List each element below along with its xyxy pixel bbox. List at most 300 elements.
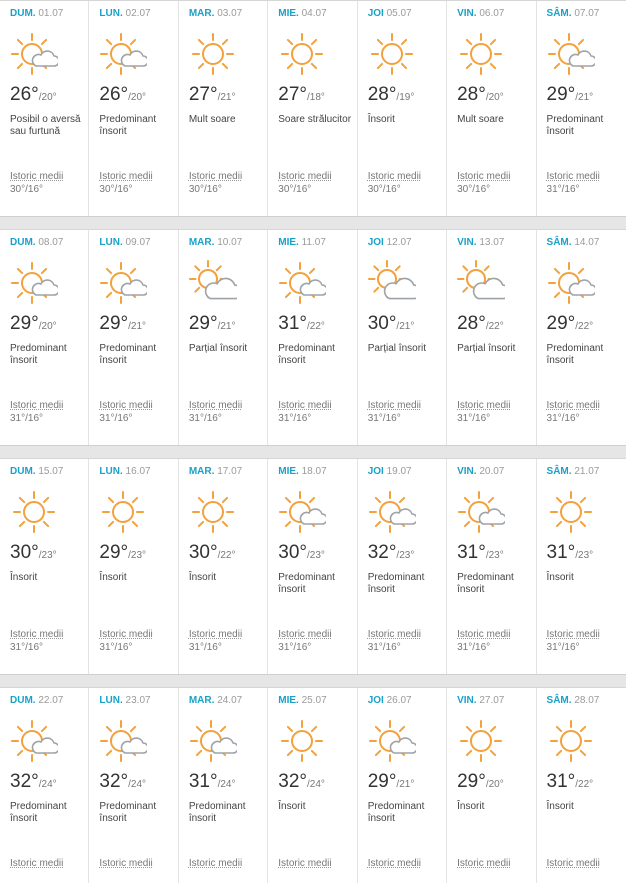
- day-cell[interactable]: [537, 459, 626, 674]
- day-name: MIE.: [278, 237, 299, 248]
- weather-description: Predominant însorit: [278, 572, 335, 595]
- day-header: [10, 8, 88, 22]
- sun-cloud-icon: [99, 717, 177, 765]
- week-separator: [0, 216, 626, 229]
- historical-averages-value: 31°/16°: [457, 642, 491, 653]
- temp-max: 26°: [10, 84, 39, 105]
- day-name: LUN.: [99, 695, 123, 706]
- sun-cloud-icon: [10, 30, 88, 78]
- historical-averages-link[interactable]: Istoric medii: [546, 171, 600, 182]
- temp-min: /20°: [38, 92, 57, 103]
- historical-averages: [189, 399, 242, 425]
- historical-averages: [278, 399, 331, 425]
- historical-averages: [368, 399, 421, 425]
- temp-max: 32°: [99, 771, 129, 792]
- day-name: JOI: [367, 466, 384, 477]
- day-cell[interactable]: [447, 230, 536, 445]
- weather-description: Parțial însorit: [457, 343, 516, 354]
- weather-description: Însorit: [99, 572, 127, 583]
- temp-min: /23°: [575, 550, 594, 561]
- weather-description: Însorit: [457, 801, 485, 812]
- temp-min: /20°: [38, 321, 57, 332]
- temp-min: /18°: [307, 92, 325, 103]
- temp-min: /21°: [128, 321, 147, 332]
- temp-max: 28°: [457, 84, 486, 105]
- historical-averages-value: 31°/16°: [546, 184, 580, 195]
- weather-description: Parțial însorit: [367, 343, 427, 354]
- day-cell[interactable]: [179, 230, 268, 445]
- day-cell[interactable]: [0, 459, 89, 674]
- temperature: [189, 84, 267, 108]
- partly-cloudy-icon: [189, 259, 267, 307]
- historical-averages-value: 31°/16°: [367, 642, 401, 653]
- temp-min: /23°: [396, 550, 415, 561]
- sun-icon: [457, 30, 535, 78]
- historical-averages-link[interactable]: Istoric medii: [10, 171, 64, 182]
- day-name: JOI: [367, 237, 384, 248]
- temp-max: 31°: [546, 771, 576, 792]
- temp-min: /23°: [485, 550, 504, 561]
- day-cell[interactable]: [89, 230, 178, 445]
- temp-min: /22°: [575, 779, 594, 790]
- temp-max: 29°: [99, 313, 129, 334]
- historical-averages-value: 30°/16°: [457, 184, 491, 195]
- historical-averages: [547, 628, 600, 654]
- historical-averages-value: 30°/16°: [188, 184, 222, 195]
- temperature: [547, 84, 626, 108]
- day-date: 14.07: [574, 237, 600, 248]
- historical-averages-link[interactable]: Istoric medii: [278, 629, 332, 640]
- day-name: JOI: [367, 695, 384, 706]
- temperature: [368, 771, 446, 795]
- historical-averages-value: 31°/16°: [188, 642, 222, 653]
- historical-averages-link[interactable]: Istoric medii: [367, 629, 422, 640]
- temp-min: /23°: [38, 550, 57, 561]
- temp-min: /22°: [575, 321, 594, 332]
- temp-max: 32°: [278, 771, 307, 792]
- historical-averages: [278, 857, 331, 870]
- day-cell[interactable]: [447, 1, 536, 216]
- temperature: [368, 84, 446, 108]
- historical-averages-link[interactable]: Istoric medii: [457, 858, 511, 869]
- day-date: 27.07: [479, 695, 505, 706]
- temp-min: /23°: [128, 550, 147, 561]
- day-date: 20.07: [479, 466, 505, 477]
- temp-min: /20°: [128, 92, 147, 103]
- sun-icon: [278, 717, 356, 765]
- day-name: MAR.: [188, 8, 215, 19]
- week-separator: [0, 445, 626, 458]
- historical-averages-value: 31°/16°: [546, 642, 580, 653]
- temperature: [189, 313, 267, 337]
- day-name: LUN.: [99, 237, 123, 248]
- sun-icon: [10, 488, 88, 536]
- day-cell[interactable]: [179, 459, 268, 674]
- temperature: [278, 542, 356, 566]
- historical-averages-link[interactable]: Istoric medii: [546, 858, 600, 869]
- sun-cloud-icon: [10, 717, 88, 765]
- day-header: [547, 695, 626, 709]
- weather-description: Predominant însorit: [546, 114, 604, 137]
- day-header: [457, 237, 535, 251]
- weather-description: Însorit: [10, 572, 38, 583]
- weather-description: Predominant însorit: [367, 801, 425, 824]
- temperature: [547, 542, 626, 566]
- day-name: MIE.: [278, 466, 299, 477]
- temp-max: 31°: [278, 313, 307, 334]
- sun-icon: [368, 30, 446, 78]
- day-name: VIN.: [457, 695, 477, 706]
- historical-averages-value: 31°/16°: [278, 642, 312, 653]
- historical-averages-link[interactable]: Istoric medii: [367, 171, 422, 182]
- historical-averages-link[interactable]: Istoric medii: [99, 858, 153, 869]
- day-cell[interactable]: [268, 230, 357, 445]
- sun-cloud-icon: [10, 259, 88, 307]
- weather-description: Însorit: [278, 801, 306, 812]
- temp-max: 29°: [546, 313, 576, 334]
- day-date: 16.07: [125, 466, 151, 477]
- temp-min: /24°: [128, 779, 147, 790]
- day-header: [368, 8, 446, 22]
- sun-cloud-icon: [99, 259, 177, 307]
- day-date: 13.07: [479, 237, 505, 248]
- temp-min: /24°: [217, 779, 236, 790]
- historical-averages: [547, 857, 600, 870]
- historical-averages-value: 31°/16°: [546, 413, 580, 424]
- historical-averages-link[interactable]: Istoric medii: [457, 400, 511, 411]
- temperature: [189, 771, 267, 795]
- weather-description: Însorit: [188, 572, 217, 583]
- day-cell[interactable]: [0, 230, 89, 445]
- temperature: [99, 542, 177, 566]
- historical-averages-value: 30°/16°: [278, 184, 312, 195]
- week-row: [0, 458, 626, 674]
- weather-description: Predominant însorit: [99, 801, 157, 824]
- historical-averages: [457, 399, 510, 425]
- historical-averages-link[interactable]: Istoric medii: [278, 400, 332, 411]
- partly-cloudy-icon: [368, 259, 446, 307]
- weather-description: Predominant însorit: [10, 801, 67, 824]
- weather-description: Însorit: [367, 114, 395, 125]
- temperature: [99, 84, 177, 108]
- day-cell[interactable]: [358, 688, 447, 883]
- weather-description: Predominant însorit: [546, 343, 604, 366]
- temp-max: 29°: [99, 542, 129, 563]
- day-cell[interactable]: [268, 459, 357, 674]
- weather-description: Mult soare: [457, 114, 504, 125]
- day-cell[interactable]: [179, 688, 268, 883]
- temperature: [99, 313, 177, 337]
- sun-cloud-icon: [547, 259, 626, 307]
- temp-min: /24°: [38, 779, 57, 790]
- day-name: SÂM.: [546, 695, 572, 706]
- day-cell[interactable]: [447, 459, 536, 674]
- temp-max: 32°: [367, 542, 397, 563]
- day-header: [99, 8, 177, 22]
- temp-min: /21°: [396, 779, 415, 790]
- sun-icon: [547, 488, 626, 536]
- historical-averages: [278, 170, 331, 196]
- day-cell[interactable]: [358, 230, 447, 445]
- temp-max: 27°: [188, 84, 218, 105]
- day-date: 15.07: [38, 466, 64, 477]
- sun-cloud-icon: [278, 259, 356, 307]
- weather-description: Însorit: [546, 572, 574, 583]
- weather-description: Parțial însorit: [188, 343, 248, 354]
- day-header: [368, 466, 446, 480]
- day-name: MAR.: [188, 695, 215, 706]
- day-cell[interactable]: [537, 230, 626, 445]
- day-name: VIN.: [457, 237, 477, 248]
- historical-averages-value: 31°/16°: [457, 413, 491, 424]
- historical-averages-link[interactable]: Istoric medii: [546, 629, 600, 640]
- day-date: 09.07: [125, 237, 151, 248]
- temp-min: /23°: [307, 550, 325, 561]
- day-name: MAR.: [188, 466, 215, 477]
- day-cell[interactable]: [358, 459, 447, 674]
- historical-averages-link[interactable]: Istoric medii: [546, 400, 600, 411]
- historical-averages-link[interactable]: Istoric medii: [188, 629, 243, 640]
- sun-icon: [457, 717, 535, 765]
- historical-averages: [457, 170, 510, 196]
- day-date: 07.07: [574, 8, 600, 19]
- partly-cloudy-icon: [457, 259, 535, 307]
- temp-max: 30°: [367, 313, 397, 334]
- historical-averages: [278, 628, 331, 654]
- temp-max: 29°: [188, 313, 218, 334]
- temperature: [10, 542, 88, 566]
- day-header: [99, 695, 177, 709]
- day-name: MIE.: [278, 8, 299, 19]
- day-cell[interactable]: [0, 688, 89, 883]
- day-cell[interactable]: [179, 1, 268, 216]
- historical-averages: [10, 628, 63, 654]
- day-cell[interactable]: [537, 688, 626, 883]
- historical-averages-value: 31°/16°: [10, 642, 44, 653]
- temp-max: 27°: [278, 84, 307, 105]
- temperature: [10, 313, 88, 337]
- day-name: LUN.: [99, 466, 123, 477]
- historical-averages: [547, 399, 600, 425]
- day-header: [278, 466, 356, 480]
- temperature: [278, 313, 356, 337]
- temperature: [368, 542, 446, 566]
- day-name: SÂM.: [546, 466, 572, 477]
- temp-max: 28°: [367, 84, 397, 105]
- weather-description: Însorit: [546, 801, 574, 812]
- historical-averages-value: 30°/16°: [10, 184, 44, 195]
- day-header: [368, 237, 446, 251]
- day-cell[interactable]: [447, 688, 536, 883]
- historical-averages-link[interactable]: Istoric medii: [367, 400, 422, 411]
- day-header: [10, 466, 88, 480]
- day-cell[interactable]: [268, 688, 357, 883]
- day-date: 26.07: [386, 695, 412, 706]
- sun-icon: [278, 30, 356, 78]
- week-separator: [0, 674, 626, 687]
- weather-description: Posibil o aversă sau furtună: [10, 114, 81, 137]
- day-cell[interactable]: [268, 1, 357, 216]
- historical-averages: [10, 857, 63, 870]
- historical-averages-link[interactable]: Istoric medii: [457, 629, 511, 640]
- historical-averages: [457, 628, 510, 654]
- week-row: [0, 229, 626, 445]
- historical-averages-link[interactable]: Istoric medii: [10, 629, 64, 640]
- day-date: 19.07: [386, 466, 412, 477]
- day-header: [368, 695, 446, 709]
- sun-icon: [189, 488, 267, 536]
- sun-icon: [189, 30, 267, 78]
- temp-min: /24°: [307, 779, 325, 790]
- day-header: [278, 8, 356, 22]
- temp-min: /19°: [396, 92, 415, 103]
- historical-averages: [189, 857, 242, 870]
- week-row: [0, 0, 626, 216]
- historical-averages: [99, 857, 152, 870]
- temperature: [278, 771, 356, 795]
- sun-cloud-icon: [278, 488, 356, 536]
- historical-averages: [368, 857, 421, 870]
- temperature: [10, 771, 88, 795]
- historical-averages-link[interactable]: Istoric medii: [188, 400, 243, 411]
- temperature: [457, 542, 535, 566]
- temp-max: 29°: [546, 84, 576, 105]
- day-header: [278, 237, 356, 251]
- day-date: 18.07: [301, 466, 327, 477]
- sun-icon: [99, 488, 177, 536]
- day-header: [457, 466, 535, 480]
- day-date: 24.07: [217, 695, 243, 706]
- day-name: VIN.: [457, 8, 477, 19]
- day-date: 06.07: [479, 8, 505, 19]
- day-cell[interactable]: [358, 1, 447, 216]
- temperature: [547, 771, 626, 795]
- temperature: [278, 84, 356, 108]
- day-date: 23.07: [125, 695, 151, 706]
- historical-averages: [99, 628, 152, 654]
- day-date: 25.07: [301, 695, 327, 706]
- historical-averages-link[interactable]: Istoric medii: [10, 858, 64, 869]
- day-cell[interactable]: [89, 688, 178, 883]
- day-date: 01.07: [38, 8, 64, 19]
- sun-icon: [547, 717, 626, 765]
- day-cell[interactable]: [0, 1, 89, 216]
- day-cell[interactable]: [89, 1, 178, 216]
- day-header: [189, 237, 267, 251]
- historical-averages-link[interactable]: Istoric medii: [188, 858, 243, 869]
- day-name: DUM.: [10, 695, 36, 706]
- historical-averages-link[interactable]: Istoric medii: [99, 171, 153, 182]
- temp-min: /22°: [307, 321, 325, 332]
- historical-averages-link[interactable]: Istoric medii: [278, 858, 332, 869]
- historical-averages-link[interactable]: Istoric medii: [457, 171, 511, 182]
- day-date: 08.07: [38, 237, 64, 248]
- day-date: 12.07: [386, 237, 412, 248]
- temp-min: /20°: [485, 92, 504, 103]
- day-date: 22.07: [38, 695, 64, 706]
- day-header: [99, 237, 177, 251]
- day-date: 05.07: [386, 8, 412, 19]
- week-row: [0, 687, 626, 883]
- sun-cloud-icon: [368, 717, 446, 765]
- temp-min: /21°: [217, 321, 236, 332]
- temperature: [457, 771, 535, 795]
- day-name: VIN.: [457, 466, 477, 477]
- historical-averages-link[interactable]: Istoric medii: [99, 629, 153, 640]
- day-header: [278, 695, 356, 709]
- day-name: SÂM.: [546, 237, 572, 248]
- weather-description: Predominant însorit: [367, 572, 425, 595]
- historical-averages-value: 31°/16°: [278, 413, 312, 424]
- temp-max: 26°: [99, 84, 129, 105]
- weather-description: Predominant însorit: [278, 343, 335, 366]
- historical-averages-link[interactable]: Istoric medii: [367, 858, 422, 869]
- historical-averages: [368, 170, 421, 196]
- temp-max: 32°: [10, 771, 39, 792]
- temp-max: 31°: [457, 542, 486, 563]
- temp-max: 29°: [367, 771, 397, 792]
- weather-description: Soare strălucitor: [278, 114, 352, 125]
- day-header: [10, 237, 88, 251]
- sun-cloud-icon: [189, 717, 267, 765]
- temp-min: /20°: [485, 779, 504, 790]
- day-date: 04.07: [301, 8, 327, 19]
- temperature: [368, 313, 446, 337]
- day-cell[interactable]: [89, 459, 178, 674]
- temperature: [547, 313, 626, 337]
- weather-description: Predominant însorit: [457, 572, 514, 595]
- day-cell[interactable]: [537, 1, 626, 216]
- day-name: DUM.: [10, 466, 36, 477]
- weather-description: Predominant însorit: [188, 801, 246, 824]
- temp-max: 29°: [457, 771, 486, 792]
- day-header: [189, 466, 267, 480]
- historical-averages-link[interactable]: Istoric medii: [188, 171, 243, 182]
- temp-min: /22°: [217, 550, 236, 561]
- temp-max: 28°: [457, 313, 486, 334]
- historical-averages: [457, 857, 510, 870]
- historical-averages-value: 31°/16°: [99, 413, 133, 424]
- historical-averages-link[interactable]: Istoric medii: [10, 400, 64, 411]
- temp-min: /21°: [396, 321, 415, 332]
- weather-description: Predominant însorit: [99, 343, 157, 366]
- weather-description: Mult soare: [188, 114, 236, 125]
- historical-averages-value: 31°/16°: [367, 413, 401, 424]
- temp-min: /21°: [217, 92, 236, 103]
- day-name: LUN.: [99, 8, 123, 19]
- day-date: 10.07: [217, 237, 243, 248]
- day-name: MIE.: [278, 695, 299, 706]
- temp-max: 29°: [10, 313, 39, 334]
- temp-max: 30°: [188, 542, 218, 563]
- historical-averages: [189, 628, 242, 654]
- day-name: JOI: [367, 8, 384, 19]
- sun-cloud-icon: [99, 30, 177, 78]
- historical-averages-link[interactable]: Istoric medii: [99, 400, 153, 411]
- temp-max: 30°: [10, 542, 39, 563]
- historical-averages: [99, 170, 152, 196]
- day-date: 11.07: [301, 237, 326, 248]
- day-date: 02.07: [125, 8, 151, 19]
- day-header: [547, 466, 626, 480]
- temp-max: 30°: [278, 542, 307, 563]
- day-header: [547, 237, 626, 251]
- weather-description: Predominant însorit: [10, 343, 67, 366]
- historical-averages: [547, 170, 600, 196]
- day-date: 17.07: [217, 466, 243, 477]
- day-date: 28.07: [574, 695, 600, 706]
- historical-averages-link[interactable]: Istoric medii: [278, 171, 332, 182]
